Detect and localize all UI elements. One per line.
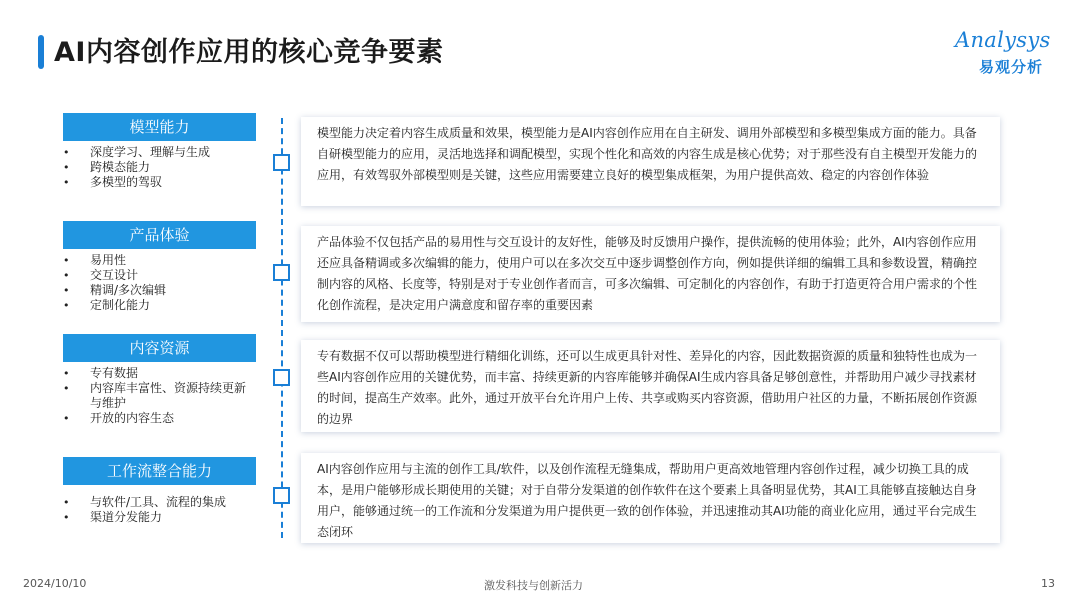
timeline-node bbox=[273, 369, 290, 386]
logo-english: Analysys bbox=[955, 28, 1051, 52]
analysys-logo bbox=[955, 28, 1065, 78]
list-item: • 开放的内容生态 bbox=[63, 411, 256, 426]
category-header: 工作流整合能力 bbox=[63, 457, 256, 485]
list-item: • 定制化能力 bbox=[63, 298, 256, 313]
timeline-dashed-line bbox=[281, 118, 283, 538]
description-card-workflow-integration: AI内容创作应用与主流的创作工具/软件，以及创作流程无缝集成，帮助用户更高效地管理内容创作过程，减少切换工具的成本，是用户能够形成长期使用的关键；对于自带分发渠道的创作软件在这个要素上具备明显优势，其AI工具能够直接触达自身用户，能够通过统一的工作流和分发渠道为用户提供更一致的创作体验，并迅速推动其AI功能的商业化应用，通过平台完成生态闭环 bbox=[301, 453, 1000, 543]
category-items bbox=[63, 366, 256, 426]
category-header: 产品体验 bbox=[63, 221, 256, 249]
list-item: • 易用性 bbox=[63, 253, 256, 268]
list-item: • 与软件/工具、流程的集成 bbox=[63, 495, 256, 510]
category-items bbox=[63, 253, 256, 313]
list-item: • 深度学习、理解与生成 bbox=[63, 145, 256, 160]
category-items bbox=[63, 495, 256, 525]
list-item: • 内容库丰富性、资源持续更新与维护 bbox=[63, 381, 256, 411]
category-header: 内容资源 bbox=[63, 334, 256, 362]
list-item: • 专有数据 bbox=[63, 366, 256, 381]
category-workflow-integration bbox=[63, 457, 256, 525]
title-accent-bar bbox=[38, 35, 44, 69]
category-items bbox=[63, 145, 256, 190]
page-title: AI内容创作应用的核心竞争要素 bbox=[54, 37, 444, 68]
footer-date: 2024/10/10 bbox=[23, 577, 87, 590]
timeline-node bbox=[273, 264, 290, 281]
timeline-node bbox=[273, 154, 290, 171]
description-card-content-resources: 专有数据不仅可以帮助模型进行精细化训练，还可以生成更具针对性、差异化的内容，因此数据资源的质量和独特性也成为一些AI内容创作应用的关键优势，而丰富、持续更新的内容库能够并确保AI生成内容具备足够创意性，并帮助用户减少寻找素材的时间，提高生产效率。此外，通过开放平台允许用户上传、共享或购买内容资源，借助用户社区的力量，不断拓展创作资源的边界 bbox=[301, 340, 1000, 432]
category-content-resources bbox=[63, 334, 256, 426]
list-item: • 渠道分发能力 bbox=[63, 510, 256, 525]
description-card-product-experience: 产品体验不仅包括产品的易用性与交互设计的友好性，能够及时反馈用户操作，提供流畅的使用体验；此外，AI内容创作应用还应具备精调或多次编辑的能力，使用户可以在多次交互中逐步调整创作方向，例如提供详细的编辑工具和参数设置，精确控制内容的风格、长度等，特别是对于专业创作者而言，可多次编辑、可定制化的内容创作，有助于打造更符合用户需求的个性化创作流程，是决定用户满意度和留存率的重要因素 bbox=[301, 226, 1000, 322]
category-header: 模型能力 bbox=[63, 113, 256, 141]
list-item: • 跨模态能力 bbox=[63, 160, 256, 175]
list-item: • 精调/多次编辑 bbox=[63, 283, 256, 298]
timeline-node bbox=[273, 487, 290, 504]
description-card-model-capability: 模型能力决定着内容生成质量和效果，模型能力是AI内容创作应用在自主研发、调用外部模型和多模型集成方面的能力。具备自研模型能力的应用，灵活地选择和调配模型，实现个性化和高效的内容生成是核心优势；对于那些没有自主模型开发能力的应用，有效驾驭外部模型则是关键，这些应用需要建立良好的模型集成框架，为用户提供高效、稳定的内容创作体验 bbox=[301, 117, 1000, 206]
category-product-experience bbox=[63, 221, 256, 313]
list-item: • 多模型的驾驭 bbox=[63, 175, 256, 190]
category-model-capability bbox=[63, 113, 256, 190]
page-number: 13 bbox=[1041, 577, 1055, 590]
list-item: • 交互设计 bbox=[63, 268, 256, 283]
footer-slogan: 激发科技与创新活力 bbox=[484, 579, 583, 592]
logo-chinese: 易观分析 bbox=[979, 58, 1044, 76]
